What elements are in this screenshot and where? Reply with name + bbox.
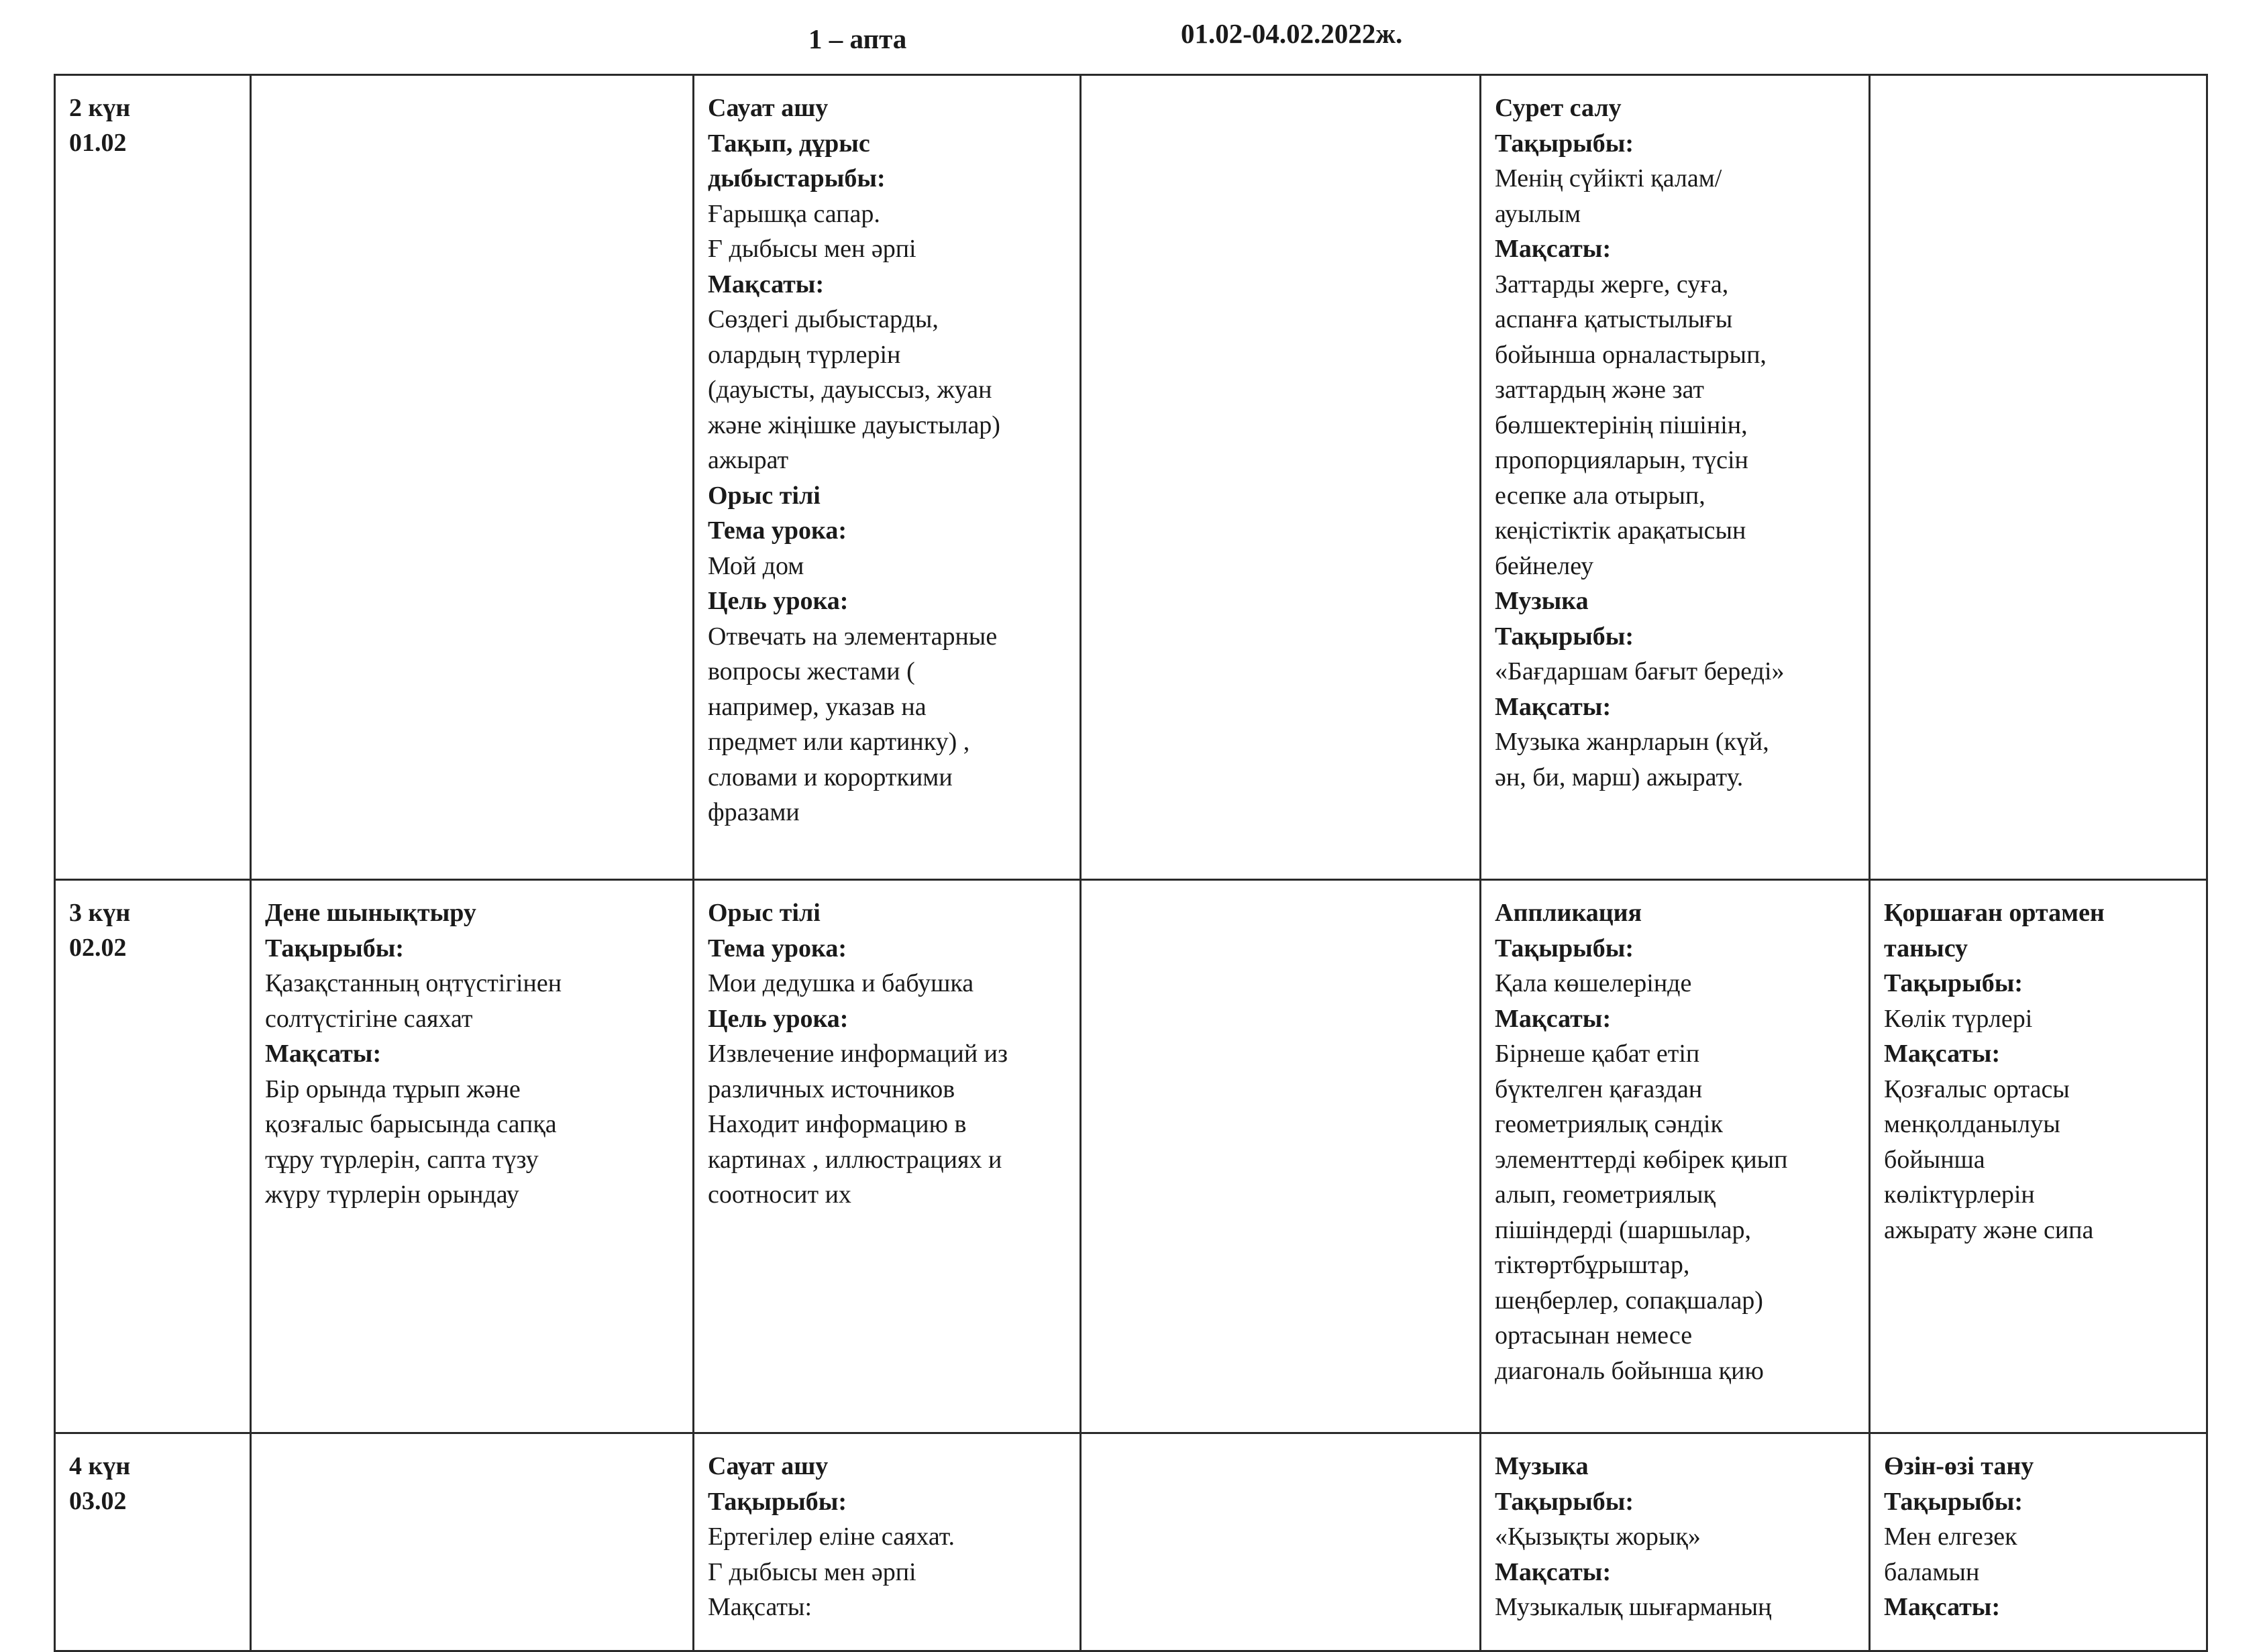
- cell-text: пішіндерді (шаршылар,: [1495, 1215, 1752, 1244]
- cell-heading: Мақсаты:: [1495, 235, 1612, 263]
- cell-heading: Сауат ашу: [708, 1452, 829, 1480]
- cell-text: тіктөртбұрыштар,: [1495, 1251, 1690, 1279]
- day-cell: [55, 75, 251, 880]
- cell-text: Ғ дыбысы мен әрпі: [708, 235, 916, 263]
- activity-cell: [1481, 880, 1870, 1433]
- cell-text: соотносит их: [708, 1180, 851, 1209]
- cell-text: (дауысты, дауыссыз, жуан: [708, 376, 992, 404]
- cell-text: Музыкалық шығарманың: [1495, 1593, 1772, 1621]
- cell-heading: Орыс тілі: [708, 481, 821, 510]
- cell-text: Отвечать на элементарные: [708, 622, 998, 651]
- cell-heading: Тақып, дұрыс: [708, 129, 870, 158]
- cell-text: Қозғалыс ортасы: [1884, 1075, 2070, 1103]
- cell-text: ән, би, марш) ажырату.: [1495, 763, 1744, 791]
- cell-text: Находит информацию в: [708, 1110, 967, 1138]
- cell-heading: Мақсаты:: [1495, 692, 1612, 721]
- day-label: 2 күн: [69, 94, 131, 122]
- cell-text: Менің сүйікті қалам/: [1495, 164, 1722, 192]
- cell-text: алып, геометриялық: [1495, 1180, 1716, 1209]
- cell-text: геометриялық сәндік: [1495, 1110, 1723, 1138]
- cell-heading: Сурет салу: [1495, 94, 1622, 122]
- cell-text: есепке ала отырып,: [1495, 481, 1705, 510]
- table-row: [55, 75, 2207, 880]
- activity-cell: [1870, 880, 2207, 1433]
- cell-heading: Цель урока:: [708, 1004, 849, 1033]
- activity-cell: [694, 1433, 1081, 1651]
- cell-heading: Тақырыбы:: [1884, 969, 2023, 997]
- cell-text: ажырату және сипа: [1884, 1215, 2094, 1244]
- cell-heading: Аппликация: [1495, 899, 1642, 927]
- activity-cell: [251, 75, 694, 880]
- activity-cell: [694, 880, 1081, 1433]
- cell-text: бүктелген қағаздан: [1495, 1075, 1703, 1103]
- cell-heading: Мақсаты:: [1884, 1593, 2001, 1621]
- cell-heading: Тема урока:: [708, 516, 847, 545]
- cell-text: Заттарды жерге, суға,: [1495, 270, 1729, 298]
- cell-text: Қазақстанның оңтүстігінен: [265, 969, 562, 997]
- cell-text: аспанға қатыстылығы: [1495, 305, 1733, 333]
- activity-cell: [1870, 1433, 2207, 1651]
- cell-heading: Тема урока:: [708, 934, 847, 962]
- cell-text: Қала көшелерінде: [1495, 969, 1692, 997]
- day-date: 01.02: [69, 129, 127, 157]
- cell-text: Ғарышқа сапар.: [708, 199, 880, 228]
- day-label: 4 күн: [69, 1452, 131, 1480]
- cell-heading: танысу: [1884, 934, 1968, 962]
- activity-cell: [1481, 1433, 1870, 1651]
- cell-heading: Өзін-өзі тану: [1884, 1452, 2034, 1480]
- weekly-plan-table: [54, 74, 2208, 1652]
- cell-text: менқолданылуы: [1884, 1110, 2060, 1138]
- cell-text: заттардың және зат: [1495, 376, 1704, 404]
- cell-heading: Мақсаты:: [1884, 1040, 2001, 1068]
- cell-heading: Музыка: [1495, 1452, 1589, 1480]
- cell-text: вопросы жестами (: [708, 657, 915, 685]
- activity-cell: [1481, 75, 1870, 880]
- week-label: 1 – апта: [808, 23, 907, 54]
- day-date: 03.02: [69, 1487, 127, 1515]
- activity-cell: [1081, 880, 1481, 1433]
- cell-heading: Дене шынықтыру: [265, 899, 476, 927]
- day-cell: [55, 1433, 251, 1651]
- cell-text: ортасынан немесе: [1495, 1321, 1693, 1350]
- cell-text: Г дыбысы мен әрпі: [708, 1557, 916, 1586]
- cell-text: диагональ бойынша қию: [1495, 1356, 1764, 1385]
- cell-heading: Қоршаған ортамен: [1884, 899, 2105, 927]
- table-row: [55, 1433, 2207, 1651]
- cell-heading: Тақырыбы:: [708, 1487, 847, 1516]
- cell-heading: Сауат ашу: [708, 94, 829, 122]
- cell-text: Сөздегі дыбыстарды,: [708, 305, 939, 333]
- cell-text: баламын: [1884, 1557, 1980, 1586]
- cell-text: Извлечение информаций из: [708, 1040, 1008, 1068]
- cell-text: солтүстігіне саяхат: [265, 1004, 473, 1033]
- cell-text: предмет или картинку) ,: [708, 728, 970, 756]
- cell-text: «Қызықты жорық»: [1495, 1523, 1701, 1551]
- day-date: 02.02: [69, 934, 127, 962]
- date-range: 01.02-04.02.2022ж.: [1181, 18, 1403, 49]
- cell-text: және жіңішке дауыстылар): [708, 410, 1000, 439]
- cell-text: пропорцияларын, түсін: [1495, 446, 1748, 474]
- cell-text: Мақсаты:: [708, 1593, 812, 1621]
- activity-cell: [694, 75, 1081, 880]
- cell-text: шеңберлер, сопақшалар): [1495, 1286, 1763, 1315]
- cell-text: кеңістіктік арақатысын: [1495, 516, 1746, 545]
- cell-text: Мен елгезек: [1884, 1523, 2017, 1551]
- cell-text: различных источников: [708, 1075, 955, 1103]
- cell-text: словами и корорткими: [708, 763, 953, 791]
- cell-text: Музыка жанрларын (күй,: [1495, 728, 1769, 756]
- cell-text: фразами: [708, 798, 800, 826]
- cell-text: көліктүрлерін: [1884, 1180, 2035, 1209]
- cell-heading: Тақырыбы:: [1495, 934, 1634, 962]
- activity-cell: [251, 880, 694, 1433]
- cell-text: бойынша: [1884, 1145, 1985, 1174]
- cell-heading: Цель урока:: [708, 587, 849, 615]
- cell-text: қозғалыс барысында сапқа: [265, 1110, 557, 1138]
- cell-text: Ертегілер еліне саяхат.: [708, 1523, 955, 1551]
- cell-text: Мой дом: [708, 551, 804, 580]
- cell-text: бойынша орналастырып,: [1495, 340, 1767, 369]
- cell-heading: Тақырыбы:: [1495, 129, 1634, 158]
- cell-text: жүру түрлерін орындау: [265, 1180, 519, 1209]
- cell-text: Бірнеше қабат етіп: [1495, 1040, 1700, 1068]
- cell-text: бөлшектерінің пішінін,: [1495, 410, 1748, 439]
- cell-heading: дыбыстарыбы:: [708, 164, 886, 192]
- cell-text: ажырат: [708, 446, 789, 474]
- cell-heading: Тақырыбы:: [1884, 1487, 2023, 1516]
- activity-cell: [1870, 75, 2207, 880]
- cell-text: «Бағдаршам бағыт береді»: [1495, 657, 1785, 685]
- cell-heading: Тақырыбы:: [1495, 622, 1634, 651]
- cell-text: Көлік түрлері: [1884, 1004, 2033, 1033]
- cell-heading: Тақырыбы:: [265, 934, 405, 962]
- activity-cell: [251, 1433, 694, 1651]
- table-row: [55, 880, 2207, 1433]
- cell-text: олардың түрлерін: [708, 340, 901, 369]
- cell-heading: Мақсаты:: [708, 270, 825, 298]
- cell-text: Мои дедушка и бабушка: [708, 969, 974, 997]
- day-label: 3 күн: [69, 899, 131, 927]
- cell-text: картинах , иллюстрациях и: [708, 1145, 1002, 1174]
- page-header: [0, 13, 2263, 60]
- cell-heading: Мақсаты:: [1495, 1004, 1612, 1033]
- day-cell: [55, 880, 251, 1433]
- cell-heading: Мақсаты:: [265, 1040, 382, 1068]
- cell-text: например, указав на: [708, 692, 927, 721]
- cell-heading: Тақырыбы:: [1495, 1487, 1634, 1516]
- activity-cell: [1081, 1433, 1481, 1651]
- cell-text: бейнелеу: [1495, 551, 1594, 580]
- cell-heading: Орыс тілі: [708, 899, 821, 927]
- cell-text: тұру түрлерін, сапта түзу: [265, 1145, 539, 1174]
- cell-text: элементтерді көбірек қиып: [1495, 1145, 1788, 1174]
- cell-heading: Мақсаты:: [1495, 1557, 1612, 1586]
- activity-cell: [1081, 75, 1481, 880]
- cell-text: Бір орында тұрып және: [265, 1075, 521, 1103]
- cell-heading: Музыка: [1495, 587, 1589, 615]
- cell-text: ауылым: [1495, 199, 1581, 228]
